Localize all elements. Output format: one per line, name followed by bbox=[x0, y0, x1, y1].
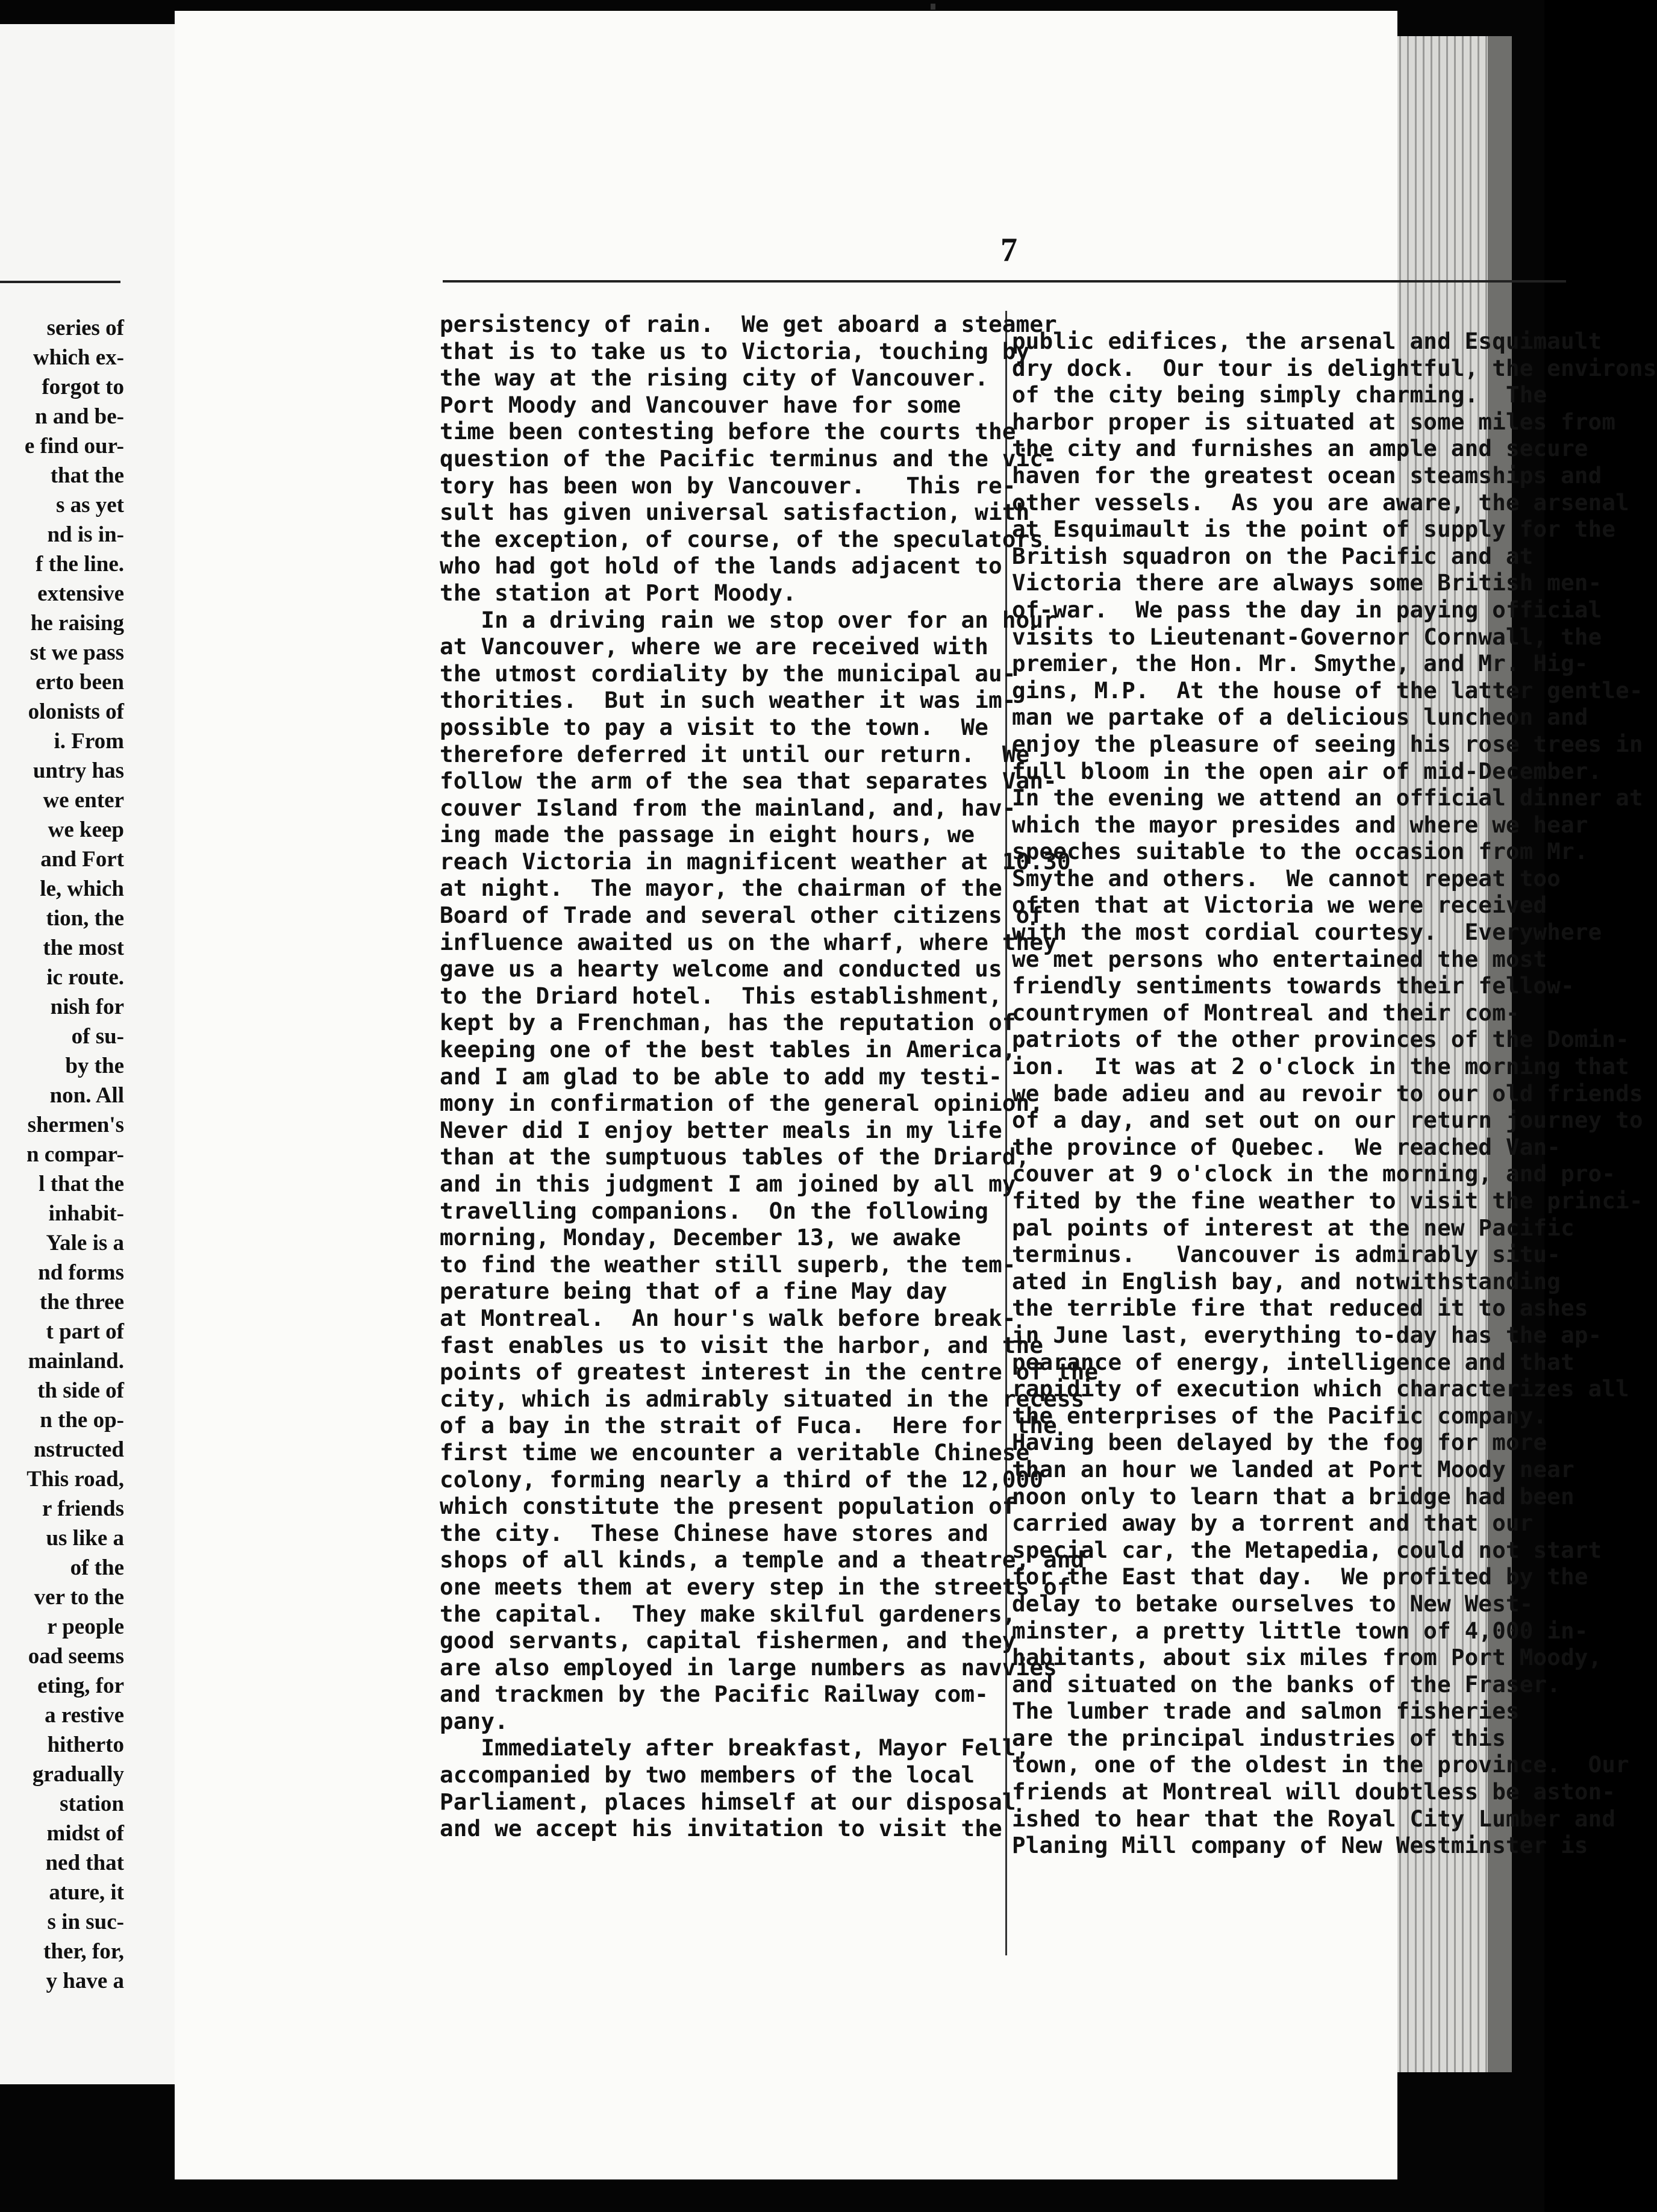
previous-page-line: r people bbox=[47, 1614, 124, 1639]
text-line: and situated on the banks of the Fraser. bbox=[1012, 1670, 1561, 1698]
text-line: the enterprises of the Pacific company. bbox=[1012, 1402, 1547, 1429]
previous-page-line: ver to the bbox=[34, 1585, 124, 1610]
previous-page-line: olonists of bbox=[28, 699, 124, 724]
previous-page-line: of the bbox=[70, 1555, 124, 1580]
text-line: other vessels. As you are aware, the arsenal bbox=[1012, 489, 1629, 516]
text-line: to the Driard hotel. This establishment, bbox=[440, 982, 1002, 1009]
page-number: 7 bbox=[1000, 231, 1017, 269]
text-line: pal points of interest at the new Pacific bbox=[1012, 1214, 1574, 1241]
text-line: ion. It was at 2 o'clock in the morning that bbox=[1012, 1053, 1629, 1080]
text-line: dry dock. Our tour is delightful, the environs bbox=[1012, 354, 1657, 381]
text-line: good servants, capital fishermen, and they bbox=[440, 1627, 1016, 1654]
text-line: of the city being simply charming. The bbox=[1012, 381, 1547, 408]
text-line: influence awaited us on the wharf, where they bbox=[440, 928, 1057, 955]
previous-page-line: t part of bbox=[46, 1319, 124, 1344]
text-line: Board of Trade and several other citizens of bbox=[440, 902, 1044, 929]
previous-page-line: series of bbox=[46, 316, 124, 340]
previous-page-line: i. From bbox=[54, 729, 124, 754]
text-column-right bbox=[1012, 328, 1657, 1859]
text-line: fited by the fine weather to visit the princi- bbox=[1012, 1187, 1643, 1214]
previous-page-line: nstructed bbox=[33, 1437, 124, 1462]
scan-speck bbox=[931, 4, 935, 10]
text-line: with the most cordial courtesy. Everywhere bbox=[1012, 919, 1602, 946]
text-line: reach Victoria in magnificent weather at 10.30 bbox=[440, 848, 1071, 875]
text-line: for the East that day. We profited by the bbox=[1012, 1563, 1588, 1590]
previous-page-line: inhabit- bbox=[48, 1201, 124, 1226]
text-line: travelling companions. On the following bbox=[440, 1197, 989, 1224]
text-line: that is to take us to Victoria, touching by bbox=[440, 337, 1030, 364]
previous-page-text bbox=[0, 313, 124, 1996]
text-line: at Montreal. An hour's walk before break- bbox=[440, 1304, 1016, 1331]
text-line: friends at Montreal will doubtless be aston- bbox=[1012, 1778, 1616, 1805]
text-line: the exception, of course, of the speculators bbox=[440, 525, 1044, 552]
previous-page-line: that the bbox=[50, 463, 124, 488]
previous-page-line: nd is in- bbox=[47, 522, 124, 547]
previous-page-line: f the line. bbox=[36, 552, 124, 576]
text-line: harbor proper is situated at some miles from bbox=[1012, 408, 1616, 435]
previous-page-line: mainland. bbox=[28, 1349, 124, 1373]
previous-page-line: ature, it bbox=[49, 1880, 124, 1905]
text-line: the province of Quebec. We reached Van- bbox=[1012, 1133, 1561, 1160]
text-line: the city and furnishes an ample and secure bbox=[1012, 435, 1588, 462]
text-line: full bloom in the open air of mid-December. bbox=[1012, 757, 1602, 784]
text-line: the capital. They make skilful gardeners, bbox=[440, 1600, 1016, 1627]
text-line: keeping one of the best tables in America, bbox=[440, 1036, 1016, 1063]
previous-page-line: of su- bbox=[71, 1024, 124, 1049]
text-line: In the evening we attend an official dinner at bbox=[1012, 784, 1643, 811]
previous-page-line: st we pass bbox=[30, 640, 124, 665]
text-line: at night. The mayor, the chairman of the bbox=[440, 875, 1002, 902]
text-line: The lumber trade and salmon fisheries bbox=[1012, 1698, 1520, 1725]
previous-page-line: ther, for, bbox=[43, 1939, 124, 1964]
text-line: enjoy the pleasure of seeing his rose trees in bbox=[1012, 730, 1643, 757]
text-line: follow the arm of the sea that separates Van- bbox=[440, 767, 1057, 795]
text-line: pany. bbox=[440, 1707, 508, 1734]
previous-page-line: the most bbox=[43, 936, 124, 960]
column-divider bbox=[1005, 311, 1007, 1955]
text-line: Planing Mill company of New Westminster is bbox=[1012, 1832, 1588, 1859]
text-line: gave us a hearty welcome and conducted us bbox=[440, 955, 1002, 983]
previous-page-rule bbox=[0, 281, 120, 283]
previous-page-line: y have a bbox=[46, 1969, 124, 1993]
previous-page-line: and Fort bbox=[40, 847, 124, 872]
text-line: one meets them at every step in the streets of bbox=[440, 1573, 1071, 1600]
text-line: question of the Pacific terminus and the vic- bbox=[440, 445, 1057, 472]
text-line: Parliament, places himself at our disposal bbox=[440, 1788, 1016, 1815]
text-line: city, which is admirably situated in the recess bbox=[440, 1385, 1085, 1412]
previous-page-line: midst of bbox=[46, 1821, 124, 1846]
text-line: friendly sentiments towards their fellow- bbox=[1012, 972, 1574, 999]
text-line: Never did I enjoy better meals in my life bbox=[440, 1116, 1002, 1143]
text-line: accompanied by two members of the local bbox=[440, 1761, 975, 1789]
previous-page-line: n the op- bbox=[40, 1408, 124, 1432]
previous-page-line: le, which bbox=[40, 876, 124, 901]
previous-page-line: ic route. bbox=[46, 965, 124, 990]
previous-page-line: hitherto bbox=[47, 1732, 124, 1757]
text-line: possible to pay a visit to the town. We bbox=[440, 713, 989, 740]
previous-page-line: e find our- bbox=[24, 434, 124, 458]
text-line: sult has given universal satisfaction, with bbox=[440, 499, 1030, 526]
text-line: public edifices, the arsenal and Esquimault bbox=[1012, 328, 1602, 354]
previous-page-line: s in suc- bbox=[47, 1910, 124, 1934]
previous-page-line: This road, bbox=[27, 1467, 124, 1492]
text-line: who had got hold of the lands adjacent to bbox=[440, 552, 1002, 580]
text-line: Immediately after breakfast, Mayor Fell, bbox=[440, 1734, 1030, 1761]
text-line: noon only to learn that a bridge had been bbox=[1012, 1482, 1574, 1510]
text-line: minster, a pretty little town of 4,000 in- bbox=[1012, 1617, 1588, 1644]
text-line: fast enables us to visit the harbor, and the bbox=[440, 1331, 1044, 1358]
text-line: persistency of rain. We get aboard a steamer bbox=[440, 311, 1057, 337]
text-line: town, one of the oldest in the province. Our bbox=[1012, 1751, 1629, 1778]
text-line: of a bay in the strait of Fuca. Here for the bbox=[440, 1412, 1057, 1439]
text-line: the utmost cordiality by the municipal au- bbox=[440, 660, 1016, 687]
text-line: morning, Monday, December 13, we awake bbox=[440, 1224, 961, 1251]
text-line: patriots of the other provinces of the Domin- bbox=[1012, 1026, 1629, 1053]
text-line: time been contesting before the courts the bbox=[440, 418, 1016, 445]
header-rule bbox=[443, 280, 1566, 283]
text-line: pearance of energy, intelligence and that bbox=[1012, 1348, 1574, 1375]
previous-page-line: nd forms bbox=[38, 1260, 124, 1285]
text-line: speeches suitable to the occasion from Mr. bbox=[1012, 838, 1588, 865]
text-line: carried away by a torrent and that our bbox=[1012, 1510, 1534, 1537]
text-line: and I am glad to be able to add my testi- bbox=[440, 1063, 1002, 1090]
previous-page-line: ned that bbox=[45, 1851, 124, 1875]
text-line: haven for the greatest ocean steamships and bbox=[1012, 461, 1602, 489]
previous-page-line: extensive bbox=[37, 581, 124, 606]
text-column-left bbox=[440, 311, 1099, 1842]
text-line: kept by a Frenchman, has the reputation of bbox=[440, 1009, 1016, 1036]
text-line: than at the sumptuous tables of the Driard, bbox=[440, 1143, 1030, 1170]
previous-page-fragment bbox=[0, 24, 192, 2084]
text-line: ated in English bay, and notwithstanding bbox=[1012, 1267, 1561, 1295]
text-line: we bade adieu and au revoir to our old friends bbox=[1012, 1079, 1643, 1107]
text-line: are also employed in large numbers as navvies bbox=[440, 1654, 1057, 1681]
text-line: Having been delayed by the fog for more bbox=[1012, 1429, 1547, 1456]
text-line: colony, forming nearly a third of the 12,000 bbox=[440, 1466, 1044, 1493]
text-line: in June last, everything to-day has the ap- bbox=[1012, 1321, 1602, 1348]
previous-page-line: we enter bbox=[43, 788, 124, 813]
previous-page-line: which ex- bbox=[33, 345, 124, 370]
previous-page-line: s as yet bbox=[55, 493, 124, 517]
previous-page-line: gradually bbox=[32, 1762, 124, 1787]
text-line: of-war. We pass the day in paying official bbox=[1012, 596, 1602, 623]
text-line: perature being that of a fine May day bbox=[440, 1278, 947, 1305]
previous-page-line: n compar- bbox=[26, 1142, 124, 1167]
text-line: first time we encounter a veritable Chinese bbox=[440, 1439, 1030, 1466]
previous-page-line: us like a bbox=[46, 1526, 124, 1551]
text-line: premier, the Hon. Mr. Smythe, and Mr. Hig- bbox=[1012, 650, 1588, 677]
text-line: the city. These Chinese have stores and bbox=[440, 1519, 989, 1546]
text-line: gins, M.P. At the house of the latter gentle- bbox=[1012, 676, 1643, 704]
text-line: and trackmen by the Pacific Railway com- bbox=[440, 1681, 989, 1708]
text-line: the station at Port Moody. bbox=[440, 579, 797, 606]
text-line: In a driving rain we stop over for an hour bbox=[440, 606, 1057, 633]
text-line: Smythe and others. We cannot repeat too bbox=[1012, 864, 1561, 892]
previous-page-line: forgot to bbox=[42, 375, 124, 399]
previous-page-line: l that the bbox=[39, 1172, 124, 1196]
previous-page-line: the three bbox=[39, 1290, 124, 1314]
previous-page-line: eting, for bbox=[37, 1673, 124, 1698]
text-line: which constitute the present population of bbox=[440, 1493, 1016, 1520]
text-line: and in this judgment I am joined by all my bbox=[440, 1170, 1016, 1197]
text-line: Victoria there are always some British men- bbox=[1012, 569, 1602, 596]
text-line: of a day, and set out on our return journey to bbox=[1012, 1107, 1643, 1134]
previous-page-line: tion, the bbox=[46, 906, 124, 931]
previous-page-line: nish for bbox=[50, 995, 124, 1019]
previous-page-line: station bbox=[60, 1792, 124, 1816]
previous-page-line: r friends bbox=[42, 1496, 124, 1521]
previous-page-line: erto been bbox=[36, 670, 124, 695]
text-line: rapidity of execution which characterizes all bbox=[1012, 1375, 1629, 1402]
text-line: to find the weather still superb, the tem- bbox=[440, 1251, 1016, 1278]
text-line: we met persons who entertained the most bbox=[1012, 945, 1547, 972]
text-line: mony in confirmation of the general opinion. bbox=[440, 1090, 1044, 1117]
previous-page-line: untry has bbox=[33, 758, 124, 783]
text-line: Port Moody and Vancouver have for some bbox=[440, 391, 961, 418]
previous-page-line: oad seems bbox=[28, 1644, 124, 1669]
text-line: points of greatest interest in the centre of the bbox=[440, 1358, 1099, 1386]
text-line: at Esquimault is the point of supply for the bbox=[1012, 516, 1616, 543]
text-line: ing made the passage in eight hours, we bbox=[440, 821, 975, 848]
text-line: the way at the rising city of Vancouver. bbox=[440, 364, 989, 392]
page bbox=[175, 11, 1657, 2179]
text-line: terminus. Vancouver is admirably situ- bbox=[1012, 1241, 1561, 1268]
text-line: are the principal industries of this bbox=[1012, 1724, 1506, 1751]
text-line: shops of all kinds, a temple and a theatre, and bbox=[440, 1546, 1085, 1573]
text-line: therefore deferred it until our return. We bbox=[440, 740, 1030, 767]
previous-page-line: n and be- bbox=[34, 404, 124, 429]
text-line: habitants, about six miles from Port Moody, bbox=[1012, 1644, 1602, 1671]
text-line: often that at Victoria we were received bbox=[1012, 892, 1547, 919]
text-line: delay to betake ourselves to New West- bbox=[1012, 1590, 1534, 1617]
previous-page-line: non. All bbox=[49, 1083, 124, 1108]
text-line: special car, the Metapedia, could not start bbox=[1012, 1536, 1602, 1563]
text-line: couver Island from the mainland, and, hav- bbox=[440, 794, 1016, 821]
text-line: and we accept his invitation to visit the bbox=[440, 1815, 1002, 1842]
text-line: tory has been won by Vancouver. This re- bbox=[440, 472, 1016, 499]
text-line: man we partake of a delicious luncheon and bbox=[1012, 704, 1588, 731]
previous-page-line: he raising bbox=[30, 611, 124, 636]
previous-page-line: th side of bbox=[37, 1378, 124, 1403]
text-line: than an hour we landed at Port Moody near bbox=[1012, 1455, 1574, 1482]
text-line: ished to hear that the Royal City Lumber and bbox=[1012, 1805, 1616, 1832]
text-line: countrymen of Montreal and their com- bbox=[1012, 999, 1520, 1026]
text-line: visits to Lieutenant-Governor Cornwall, the bbox=[1012, 623, 1602, 650]
previous-page-line: by the bbox=[65, 1054, 124, 1078]
previous-page-line: shermen's bbox=[27, 1113, 124, 1137]
text-line: the terrible fire that reduced it to ashes bbox=[1012, 1295, 1588, 1322]
previous-page-line: a restive bbox=[45, 1703, 124, 1728]
text-line: couver at 9 o'clock in the morning, and pro- bbox=[1012, 1160, 1616, 1187]
text-line: thorities. But in such weather it was im- bbox=[440, 687, 1016, 714]
text-line: British squadron on the Pacific and at bbox=[1012, 542, 1534, 569]
previous-page-line: we keep bbox=[48, 817, 124, 842]
text-line: which the mayor presides and where we hear bbox=[1012, 811, 1588, 838]
text-line: at Vancouver, where we are received with bbox=[440, 633, 989, 660]
previous-page-line: Yale is a bbox=[46, 1231, 124, 1255]
